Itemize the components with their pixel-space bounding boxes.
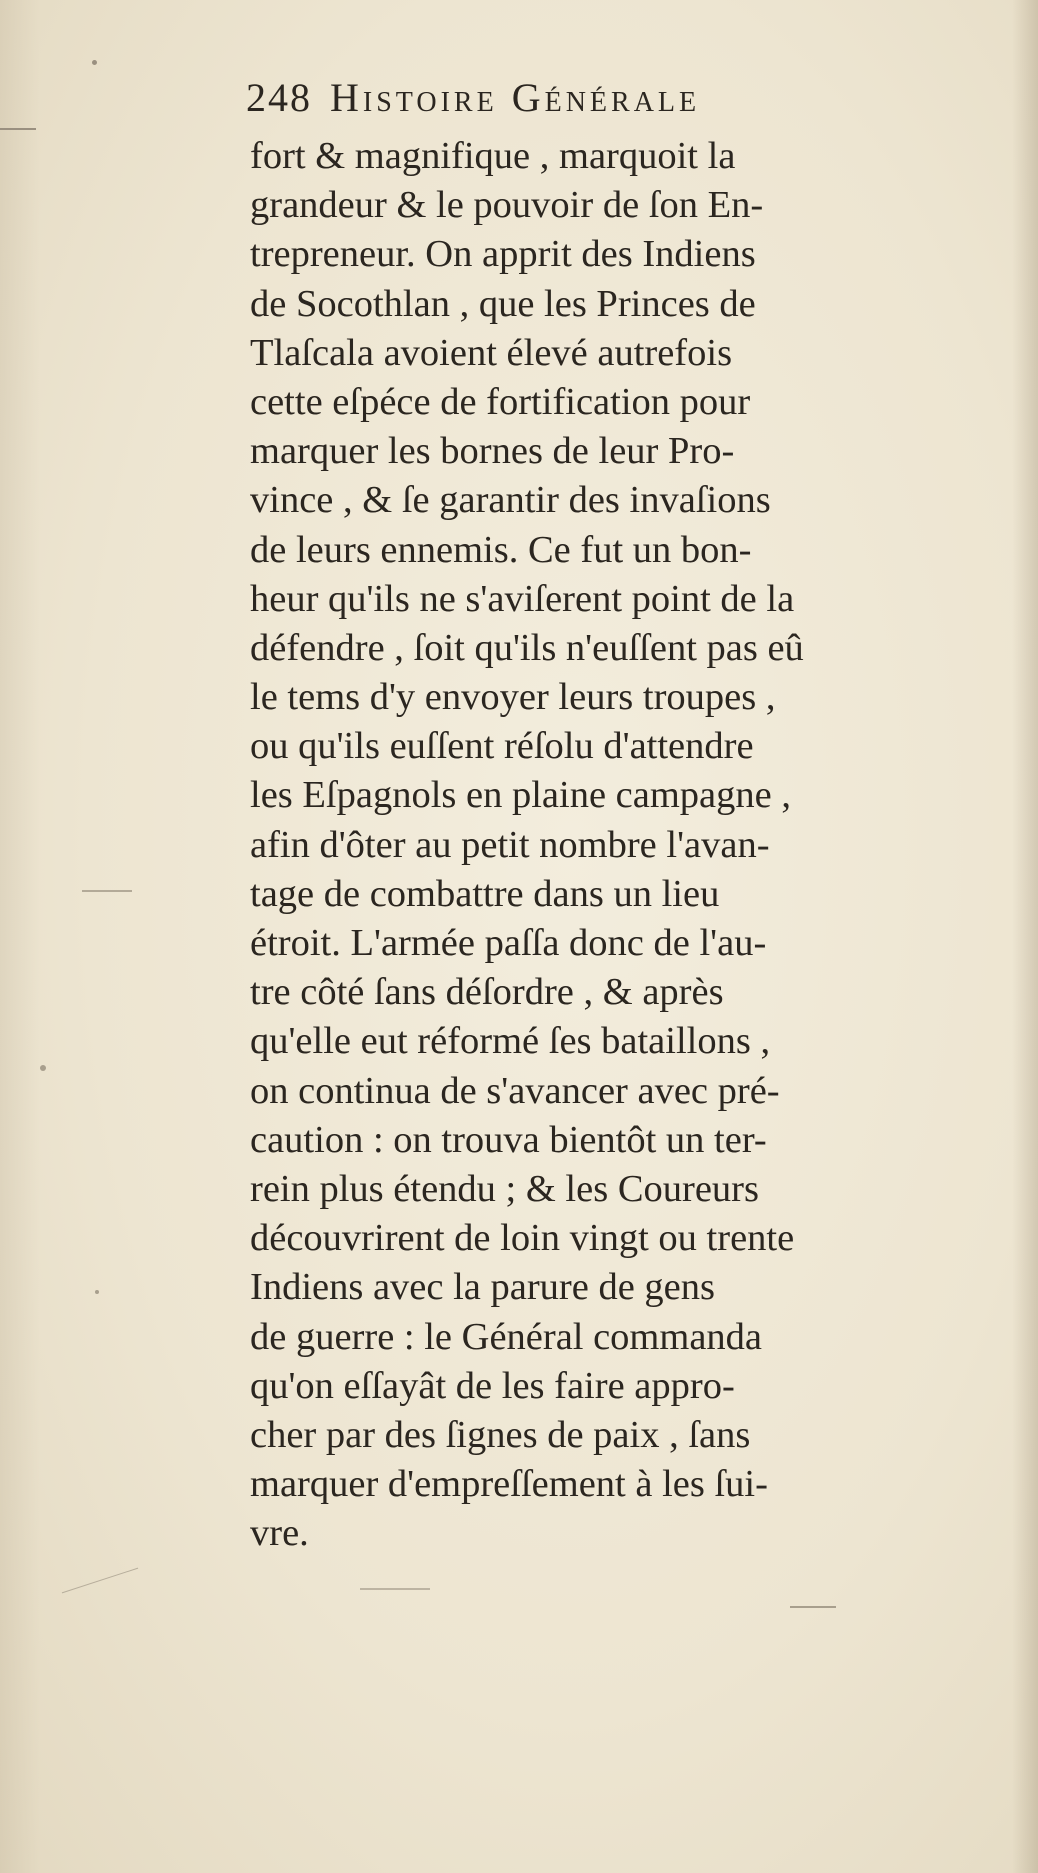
margin-mark (40, 1065, 46, 1071)
text-line: heur qu'ils ne s'aviſerent point de la (250, 577, 795, 620)
text-line: trepreneur. On apprit des Indiens (250, 233, 756, 276)
page-header (246, 72, 906, 124)
margin-mark (92, 60, 97, 65)
body-text (250, 132, 970, 1558)
text-line: étroit. L'armée paſſa donc de l'au- (250, 922, 767, 964)
page-edge-shadow (0, 0, 40, 1873)
text-line: cette eſpéce de fortification pour (250, 380, 751, 423)
text-line: qu'elle eut réformé ſes bataillons , (250, 1020, 771, 1063)
margin-mark (95, 1290, 99, 1294)
text-line: tre côté ſans déſordre , & après (250, 971, 724, 1014)
text-line: de guerre : le Général commanda (250, 1315, 763, 1358)
text-line: vince , & ſe garantir des invaſions (250, 479, 771, 522)
margin-mark (790, 1606, 836, 1608)
margin-mark (62, 1568, 138, 1594)
page-number: 248 (246, 75, 312, 120)
text-line: marquer les bornes de leur Pro- (250, 430, 735, 473)
text-line: afin d'ôter au petit nombre l'avan- (250, 823, 770, 866)
margin-mark (0, 128, 36, 130)
text-line: caution : on trouva bientôt un ter- (250, 1118, 767, 1161)
text-line: Indiens avec la parure de gens (250, 1266, 715, 1309)
text-line: rein plus étendu ; & les Coureurs (250, 1167, 759, 1210)
running-title: Histoire Générale (330, 75, 701, 120)
text-line: Tlaſcala avoient élevé autrefois (250, 331, 733, 374)
text-line: découvrirent de loin vingt ou trente (250, 1217, 795, 1260)
text-line: de leurs ennemis. Ce fut un bon- (250, 528, 752, 571)
text-line: le tems d'y envoyer leurs troupes , (250, 676, 776, 719)
text-line: qu'on eſſayât de les faire appro- (250, 1364, 735, 1407)
text-line: défendre , ſoit qu'ils n'euſſent pas eû (250, 626, 804, 669)
text-line: vre. (250, 1512, 309, 1555)
margin-mark (82, 890, 132, 892)
spine-shadow (1012, 0, 1038, 1873)
text-line: ou qu'ils euſſent réſolu d'attendre (250, 725, 754, 768)
text-line: on continua de s'avancer avec pré- (250, 1069, 780, 1112)
text-line: tage de combattre dans un lieu (250, 872, 720, 915)
text-line: de Socothlan , que les Princes de (250, 282, 756, 325)
margin-mark (360, 1588, 430, 1590)
text-line: les Eſpagnols en plaine campagne , (250, 774, 791, 817)
text-line: cher par des ſignes de paix , ſans (250, 1413, 751, 1456)
text-line: fort & magnifique , marquoit la (250, 135, 736, 177)
text-line: grandeur & le pouvoir de ſon En- (250, 184, 764, 227)
text-line: marquer d'empreſſement à les ſui- (250, 1463, 768, 1506)
